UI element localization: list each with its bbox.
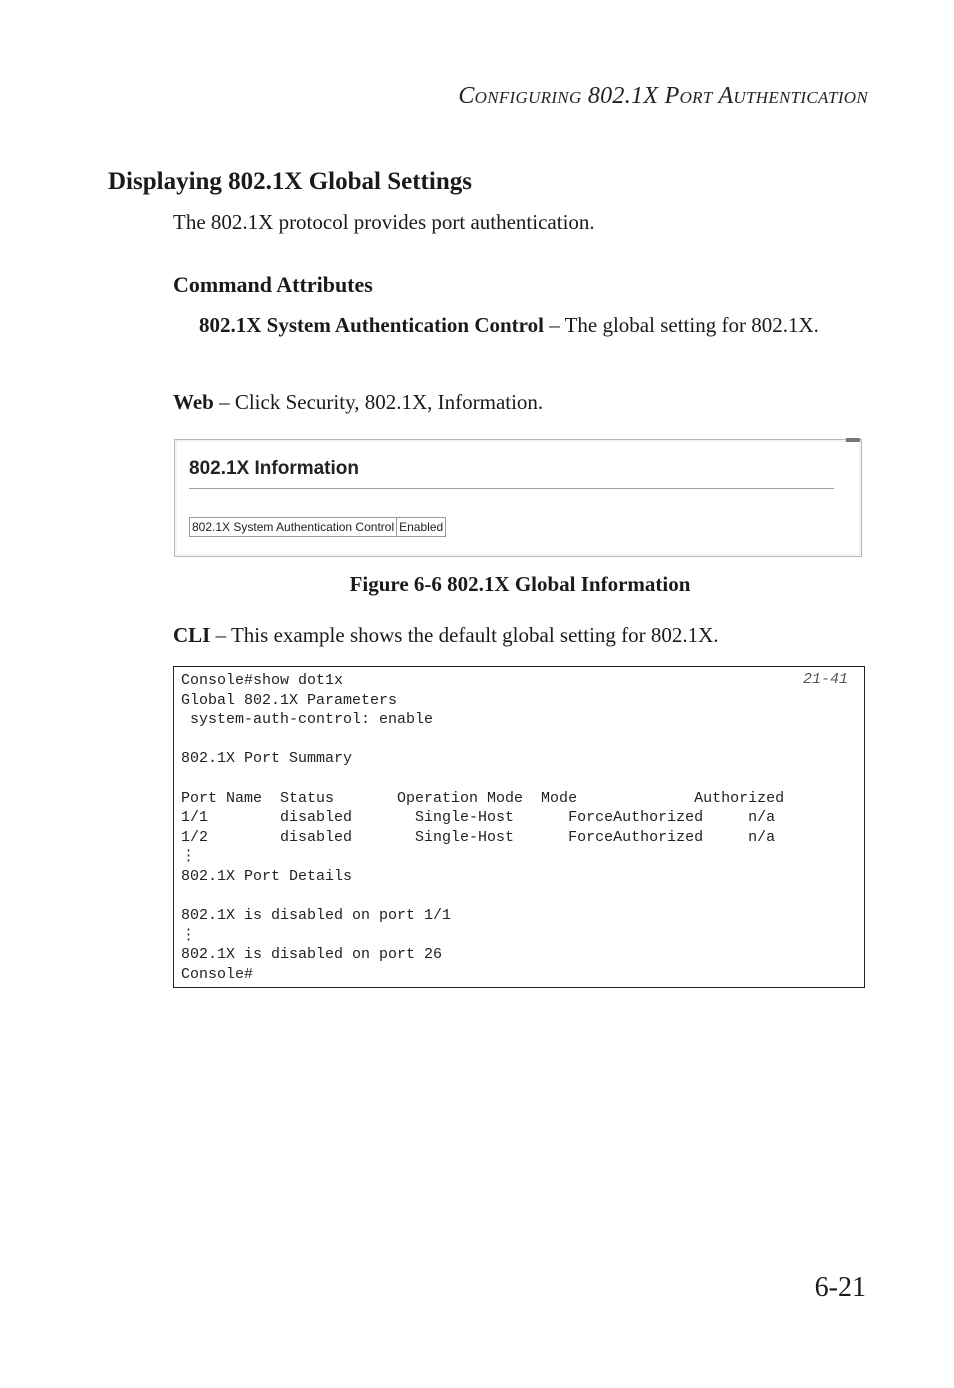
figure-screenshot-panel [174, 439, 862, 557]
web-text: – Click Security, 802.1X, Information. [213, 390, 544, 414]
figure-panel-title: 802.1X Information [189, 458, 359, 479]
attribute-term: 802.1X System Authentication Control [199, 313, 544, 337]
figure-settings-table [189, 517, 446, 537]
table-row [190, 518, 446, 537]
page-number: 6-21 [814, 1272, 866, 1303]
web-instruction [173, 390, 543, 415]
command-reference: 21-41 [803, 671, 849, 688]
section-title: Displaying 802.1X Global Settings [108, 168, 472, 195]
figure-caption: Figure 6-6 802.1X Global Information [349, 572, 691, 596]
figure-panel-corner [846, 438, 860, 442]
attribute-description: – The global setting for 802.1X. [543, 313, 819, 337]
field-label: 802.1X System Authentication Control [190, 518, 397, 537]
code-example: Console#show dot1x Global 802.1X Parameters system-auth-control: enable 802.1X Port Summary Port Name Status Operation Mode Mode Authorized 1/1 disabled Single-Host ForceAuthorized n/a 1/2 disabled Single-Host ForceAuthorized n/a ⋮ 802.1X Port Details 802.1X is disabled on port 1/1 ⋮ 802.1X is disabled on port 26 Console# [181, 672, 785, 983]
command-attributes-heading: Command Attributes [173, 272, 373, 297]
attribute-item [199, 310, 839, 341]
field-value: Enabled [397, 518, 446, 537]
figure-panel-divider [189, 488, 834, 489]
cli-text: – This example shows the default global setting for 802.1X. [210, 623, 719, 647]
intro-paragraph: The 802.1X protocol provides port authentication. [173, 210, 595, 234]
cli-instruction [173, 623, 719, 648]
running-header: CONFIGURING 802.1X PORT AUTHENTICATION [458, 83, 868, 109]
web-label: Web [173, 390, 214, 414]
cli-label: CLI [173, 623, 211, 647]
